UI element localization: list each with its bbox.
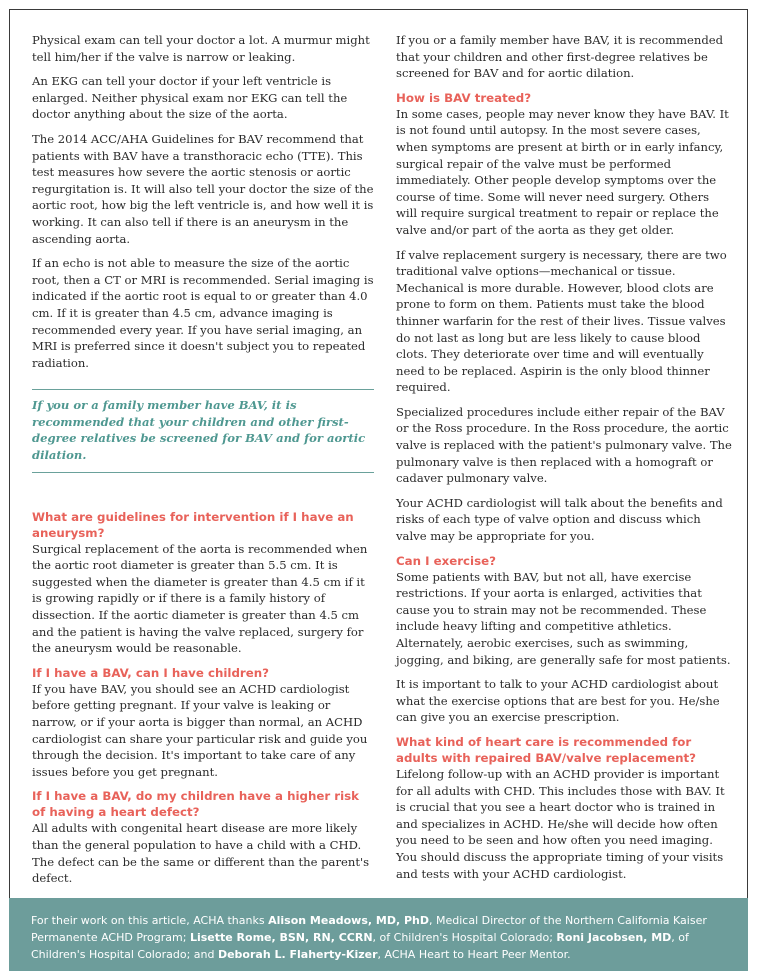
heading-intervention: What are guidelines for intervention if I have an aneurysm?	[32, 509, 354, 540]
paragraph-exercise-prescription: It is important to talk to your ACHD cardiologist about what the exercise options that are best for you. He/she can give you an exercise prescription.	[396, 677, 720, 725]
heading-risk: If I have a BAV, do my children have a higher risk of having a heart defect?	[32, 789, 360, 820]
paragraph-intervention: Surgical replacement of the aorta is recommended when the aortic root diameter is greater than 5.5 cm. It is suggested when the diameter is greater than 4.5 cm if it is growing rapidly or if there is a family history of dissection. If the aortic diameter is greater than 4.5 cm and the patient is having the valve replaced, surgery for the aneurysm would be reasonable.	[32, 541, 368, 656]
paragraph-exercise: Some patients with BAV, but not all, have exercise restrictions. If your aorta is enlarged, activities that cause you to strain may not be recommended. These include heavy lifting and competitive athletics. Alternately, aerobic exercises, such as swimming, jogging, and biking, are generally safe for most patients.	[396, 569, 731, 667]
paragraph-benefits: Your ACHD cardiologist will talk about the benefits and risks of each type of valve option and discuss which valve may be appropriate for you.	[396, 495, 723, 544]
paragraph-guidelines: The 2014 ACC/AHA Guidelines for BAV recommend that patients with BAV have a transthoracic echo (TTE). This test measures how severe the aortic stenosis or aortic regurgitation is. It will also tell your doctor the size of the aortic root, how big the left ventricle is, and how well it is working. It can also tell if there is an aneurysm in the ascending aorta.	[32, 131, 374, 246]
footer-text: For their work on this article, ACHA thanks	[31, 914, 269, 927]
paragraph-screening: If you or a family member have BAV, it is recommended that your children and other first-degree relatives be screened for BAV and for aortic dilation.	[396, 33, 724, 81]
page-frame	[9, 9, 748, 971]
right-column	[396, 32, 732, 890]
paragraph-children: If you have BAV, you should see an ACHD cardiologist before getting pregnant. If your valve is leaking or narrow, or if your aorta is bigger than normal, an ACHD cardiologist can share your particular risk and guide you through the decision. It's important to take care of any issues before you get pregnant.	[32, 681, 368, 779]
paragraph-ross: Specialized procedures include either repair of the BAV or the Ross procedure. In the Ross procedure, the aortic valve is replaced with the patient's pulmonary valve. The pulmonary valve is then replaced with a homograft or cadaver pulmonary valve.	[396, 404, 732, 486]
pull-quote: If you or a family member have BAV, it is recommended that your children and other first-degree relatives be screened for BAV and for aortic dilation.	[32, 389, 374, 472]
paragraph-risk: All adults with congenital heart disease are more likely than the general population to have a child with a CHD. The defect can be the same or different than the parent's defect.	[32, 821, 370, 886]
paragraph-physical-exam: Physical exam can tell your doctor a lot. A murmur might tell him/her if the valve is narrow or leaking.	[32, 33, 370, 64]
left-column	[32, 32, 374, 895]
footer-text: , of Children's Hospital Colorado;	[372, 931, 557, 944]
footer-name: Roni Jacobsen, MD	[556, 931, 672, 944]
paragraph-treated: In some cases, people may never know they have BAV. It is not found until autopsy. In the most severe cases, when symptoms are present at birth or in early infancy, surgical repair of the valve must be performed immediately. Other people develop symptoms over the course of time. Some will never need surgery. Others will require surgical treatment to repair or replace the valve and/or part of the aorta as they get older.	[396, 106, 729, 237]
paragraph-replacement: If valve replacement surgery is necessary, there are two traditional valve options—mechanical or tissue. Mechanical is more durable. However, blood clots are prone to form on them. Patients must take the blood thinner warfarin for the rest of their lives. Tissue valves do not last as long but are less likely to cause blood clots. They deteriorate over time and will eventually need to be replaced. Aspirin is the only blood thinner required.	[396, 247, 727, 395]
footer-name: Lisette Rome, BSN, RN, CCRN	[189, 931, 373, 944]
paragraph-echo: If an echo is not able to measure the size of the aortic root, then a CT or MRI is recommended. Serial imaging is indicated if the aortic root is equal to or greater than 4.0 cm. If it is greater than 4.5 cm, advance imaging is recommended every year. If you have serial imaging, an MRI is preferred since it doesn't subject you to repeated radiation.	[32, 256, 374, 370]
paragraph-ekg: An EKG can tell your doctor if your left ventricle is enlarged. Neither physical exam nor EKG can tell the doctor anything about the size of the aorta.	[32, 74, 348, 122]
heading-exercise: Can I exercise?	[396, 553, 496, 568]
paragraph-heart-care: Lifelong follow-up with an ACHD provider is important for all adults with CHD. This includes those with BAV. It is crucial that you see a heart doctor who is trained in and specializes in ACHD. He/she will decide how often you need to be seen and how often you need imaging. You should discuss the appropriate timing of your visits and tests with your ACHD cardiologist.	[396, 766, 725, 881]
footer-name: Alison Meadows, MD, PhD	[268, 914, 430, 927]
footer-text: , ACHA Heart to Heart Peer Mentor.	[377, 948, 571, 961]
footer-text: , of Children's Hospital Colorado; and	[31, 931, 689, 961]
acknowledgements-footer	[9, 898, 748, 971]
footer-name: Deborah L. Flaherty-Kizer	[217, 948, 378, 961]
footer-text: , Medical Director of the Northern California Kaiser Permanente ACHD Program;	[31, 914, 707, 944]
heading-treated: How is BAV treated?	[396, 90, 532, 105]
heading-children: If I have a BAV, can I have children?	[32, 665, 269, 680]
heading-heart-care: What kind of heart care is recommended for adults with repaired BAV/valve replacement?	[396, 734, 697, 765]
